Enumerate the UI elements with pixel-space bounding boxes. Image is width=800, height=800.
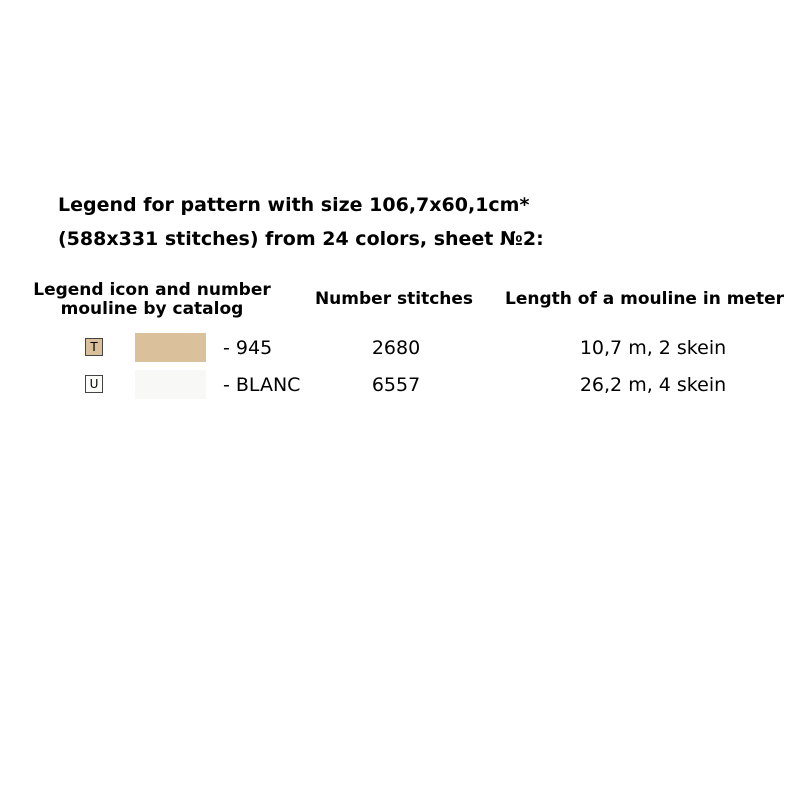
header-legend-icon-line-2: mouline by catalog <box>60 299 244 319</box>
color-swatch <box>135 333 206 362</box>
mouline-length: 10,7 m, 2 skein <box>579 337 727 359</box>
header-legend-icon <box>24 281 280 319</box>
legend-title-line-1: Legend for pattern with size 106,7x60,1cm* <box>58 194 530 216</box>
header-number-stitches: Number stitches <box>314 289 474 309</box>
legend-row <box>0 370 800 400</box>
mouline-number: - BLANC <box>223 374 301 396</box>
legend-row <box>0 333 800 363</box>
legend-title-line-2: (588x331 stitches) from 24 colors, sheet №2: <box>58 228 544 250</box>
color-swatch <box>135 370 206 399</box>
mouline-length: 26,2 m, 4 skein <box>579 374 727 396</box>
header-length: Length of a mouline in meter <box>505 289 784 309</box>
mouline-number: - 945 <box>223 337 273 359</box>
stitch-count: 2680 <box>371 337 421 359</box>
stitch-count: 6557 <box>371 374 421 396</box>
header-legend-icon-line-1: Legend icon and number <box>33 280 271 300</box>
legend-symbol: T <box>85 338 103 356</box>
legend-symbol: U <box>85 375 103 393</box>
